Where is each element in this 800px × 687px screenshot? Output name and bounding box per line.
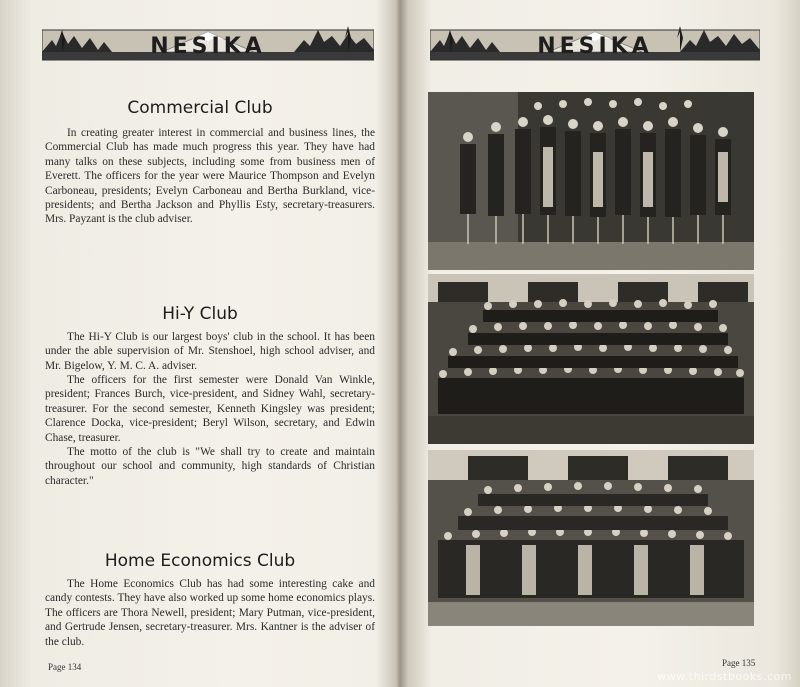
page-number-left: Page 134 <box>48 662 82 672</box>
hi-y-paragraph-3: The motto of the club is "We shall try to create and maintain throughout our school and community, high standards of Christian character." <box>45 446 375 487</box>
home-economics-paragraph: The Home Economics Club has had some interesting cake and candy contests. They have also worked up some home economics plays. The officers are Thora Newell, president; Mary Putman, vice-president, and Gertrude Jensen, secretary-treasurer. Mrs. Kantner is the adviser of the club. <box>45 578 375 648</box>
page-number-right: Page 135 <box>722 658 756 668</box>
hi-y-paragraph-1: The Hi-Y Club is our largest boys' club in the school. It has been under the able supervision of Mr. Stenshoel, high school adviser, and Mr. Bigelow, Y. M. C. A. adviser. <box>45 331 375 372</box>
banner-title: NESIKA <box>150 34 266 59</box>
watermark: www.thirdstbooks.com <box>657 670 792 683</box>
home-economics-club-photo <box>428 450 754 626</box>
nesika-banner-right <box>430 22 760 64</box>
home-economics-club-heading: Home Economics Club <box>104 551 296 571</box>
left-page <box>0 0 395 687</box>
commercial-club-paragraph: In creating greater interest in commercial and business lines, the Commercial Club has made much progress this year. They have had many talks on these subjects, including some from business men of Everett. The officers for the year were Maurice Thompson and Evelyn Carboneau, presidents; Evelyn Carboneau and Bertha Burkland, vice-presidents; and Bertha Jackson and Phyllis Esty, secretary-treasurers. Mrs. Payzant is the club adviser. <box>45 127 375 226</box>
hi-y-paragraph-2: The officers for the first semester were Donald Van Winkle, president; Frances Burch, vice-president, and Sidney Wahl, secretary-treasurer. For the second semester, Kenneth Kingsley was president; Clarence Docka, vice-president; Beryl Wilson, secretary, and Edwin Chase, treasurer. <box>45 374 375 444</box>
nesika-banner-left <box>42 22 374 64</box>
hi-y-club-heading: Hi-Y Club <box>162 304 238 324</box>
banner-title: NESIKA <box>537 34 653 59</box>
commercial-club-photo <box>428 92 754 270</box>
hi-y-club-photo <box>428 274 754 444</box>
commercial-club-heading: Commercial Club <box>127 98 273 118</box>
